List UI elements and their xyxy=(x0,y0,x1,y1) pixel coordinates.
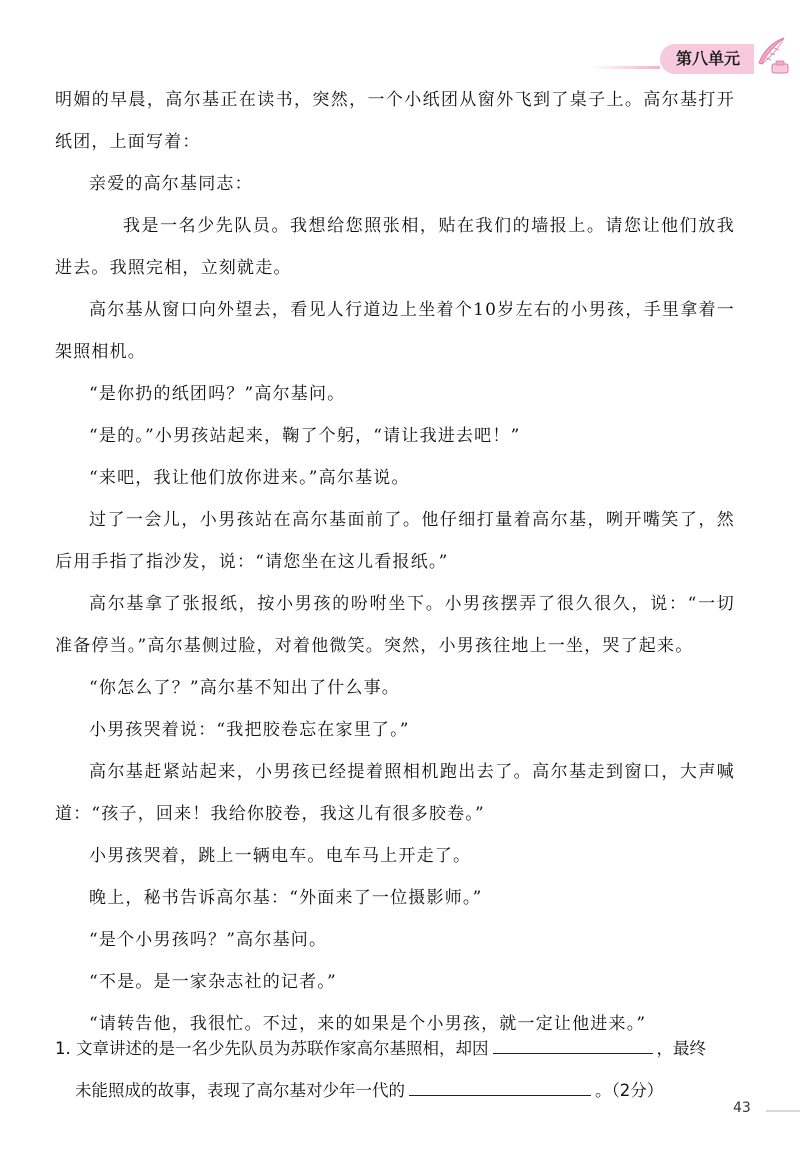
header-divider xyxy=(590,66,660,69)
unit-label: 第八单元 xyxy=(660,44,754,74)
answer-blank-2[interactable] xyxy=(409,1077,591,1096)
passage-paragraph: “来吧，我让他们放你进来。”高尔基说。 xyxy=(89,468,410,488)
passage-paragraph: “是的。”小男孩站起来，鞠了个躬，“请让我进去吧！” xyxy=(89,426,521,446)
letter-salutation: 亲爱的高尔基同志： xyxy=(89,174,253,194)
passage-paragraph: “是你扔的纸团吗？”高尔基问。 xyxy=(89,384,346,404)
question-text: 文章讲述的是一名少先队员为苏联作家高尔基照相，却因 xyxy=(76,1039,489,1058)
passage-paragraph: 晚上，秘书告诉高尔基：“外面来了一位摄影师。” xyxy=(89,888,483,908)
passage-paragraph: 过了一会儿，小男孩站在高尔基面前了。他仔细打量着高尔基，咧开嘴笑了，然后用手指了指沙发，说：“请您坐在这儿看报纸。” xyxy=(55,510,735,572)
passage-paragraph: “请转告他，我很忙。不过，来的如果是个小男孩，就一定让他进来。” xyxy=(89,1014,647,1034)
passage-paragraph: 明媚的早晨，高尔基正在读书，突然，一个小纸团从窗外飞到了桌子上。高尔基打开纸团，上面写着： xyxy=(55,90,735,152)
page-number: 43 xyxy=(733,1100,751,1116)
feather-pen-icon xyxy=(750,36,792,76)
passage-paragraph: 高尔基赶紧站起来，小男孩已经提着照相机跑出去了。高尔基走到窗口，大声喊道：“孩子，回来！我给你胶卷，我这儿有很多胶卷。” xyxy=(55,762,735,824)
footer-divider xyxy=(766,1110,800,1112)
passage-paragraph: 高尔基拿了张报纸，按小男孩的吩咐坐下。小男孩摆弄了很久很久，说：“一切准备停当。”高尔基侧过脸，对着他微笑。突然，小男孩往地上一坐，哭了起来。 xyxy=(55,594,735,656)
passage-paragraph: “不是。是一家杂志社的记者。” xyxy=(89,972,337,992)
letter-body: 我是一名少先队员。我想给您照张相，贴在我们的墙报上。请您让他们放我进去。我照完相，立刻就走。 xyxy=(55,216,735,278)
passage-paragraph: 小男孩哭着，跳上一辆电车。电车马上开走了。 xyxy=(89,846,472,866)
question-text: 未能照成的故事，表现了高尔基对少年一代的 xyxy=(75,1081,405,1100)
answer-blank-1[interactable] xyxy=(493,1035,653,1054)
question-number: 1. xyxy=(55,1039,71,1058)
question-line-1 xyxy=(55,1028,745,1070)
passage-paragraph: 高尔基从窗口向外望去，看见人行道边上坐着个10岁左右的小男孩，手里拿着一架照相机。 xyxy=(55,300,735,362)
passage-paragraph: 小男孩哭着说：“我把胶卷忘在家里了。” xyxy=(89,720,410,740)
question-line-2 xyxy=(55,1070,745,1112)
page-header xyxy=(550,36,800,76)
passage-paragraph: “你怎么了？”高尔基不知出了什么事。 xyxy=(89,678,400,698)
question-score: 。（2分） xyxy=(595,1081,664,1100)
reading-passage xyxy=(55,79,735,1045)
passage-paragraph: “是个小男孩吗？”高尔基问。 xyxy=(89,930,328,950)
question-1 xyxy=(55,1028,745,1112)
question-text: ，最终 xyxy=(656,1039,706,1058)
